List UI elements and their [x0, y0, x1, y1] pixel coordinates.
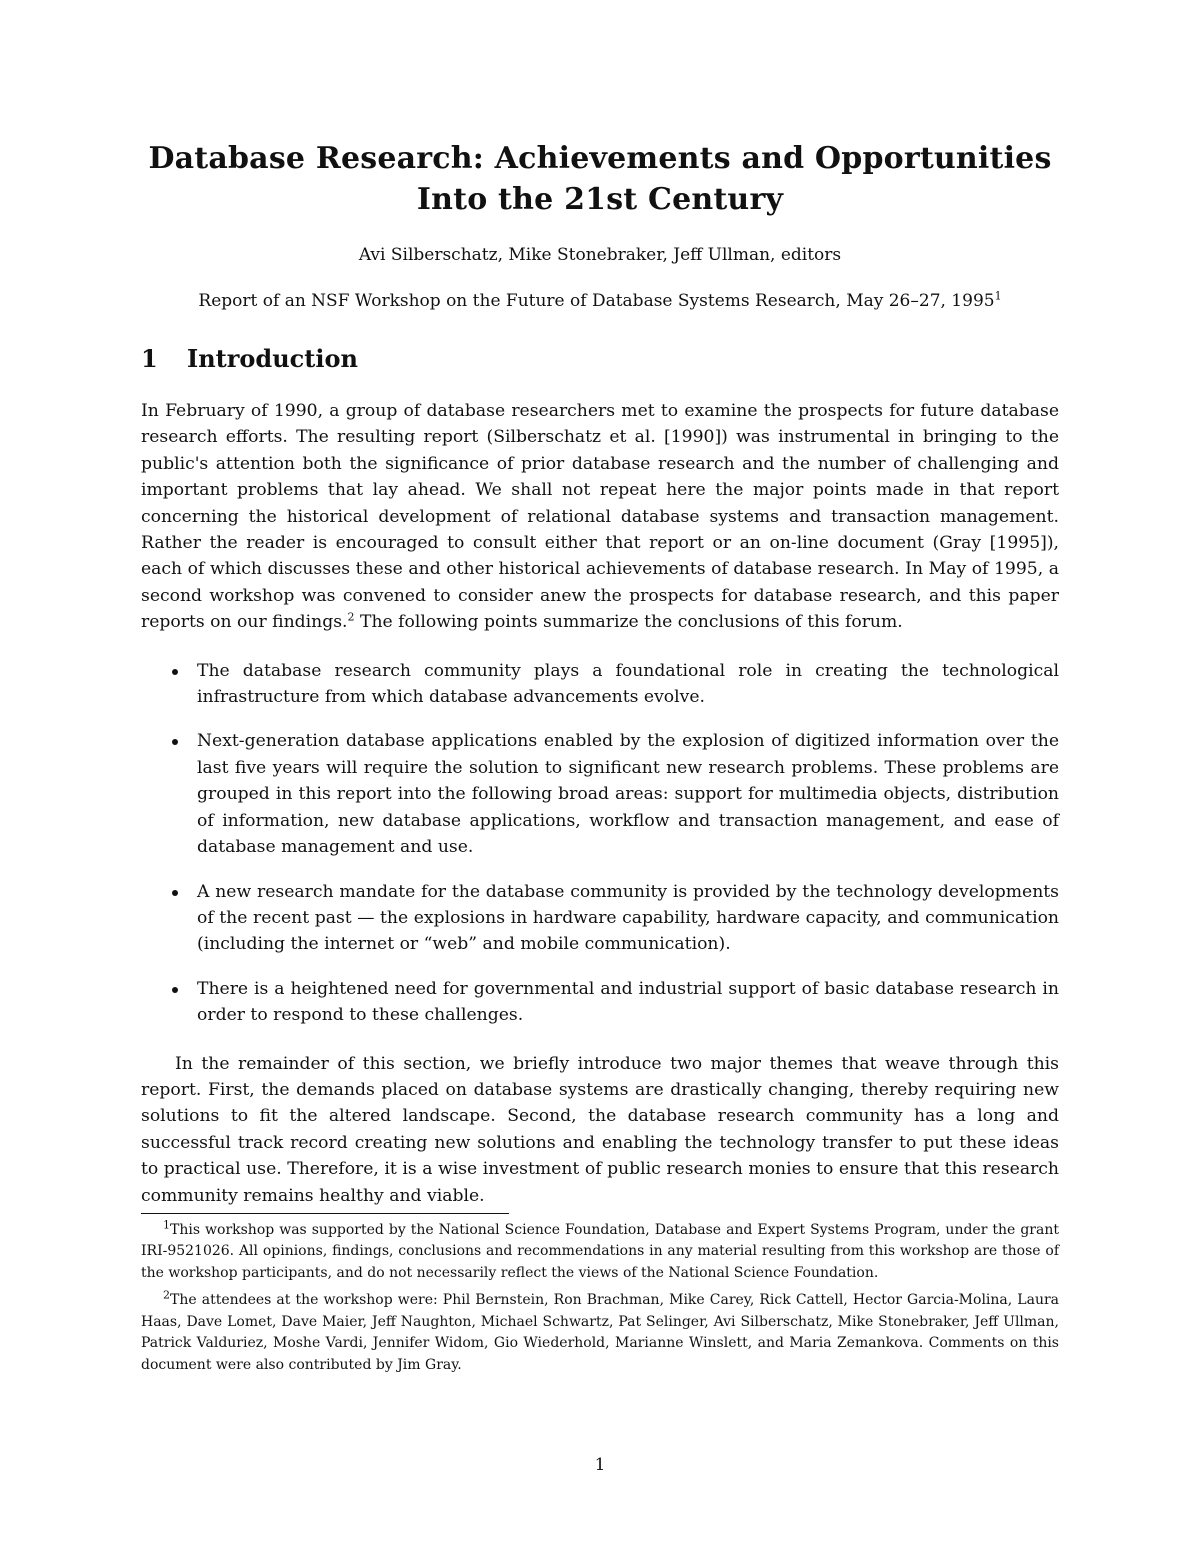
- list-item: [141, 728, 1059, 860]
- bullet-icon: [172, 987, 178, 993]
- bullet-icon: [172, 890, 178, 896]
- footnote-2: [141, 1290, 1059, 1376]
- intro-paragraph-text-end: The following points summarize the conclusions of this forum.: [354, 612, 903, 633]
- intro-paragraph: [141, 398, 1059, 636]
- footnote-2-text: The attendees at the workshop were: Phil Bernstein, Ron Brachman, Mike Carey, Rick Cattell, Hector Garcia-Molina, Laura Haas, Dave Lomet, Dave Maier, Jeff Naughton, Michael Schwartz, Pat Selinger, Avi Silberschatz, Mike Stonebraker, Jeff Ullman, Patrick Valduriez, Moshe Vardi, Jennifer Widom, Gio Wiederhold, Marianne Winslett, and Maria Zemankova. Comments on this document were also contributed by Jim Gray.: [141, 1292, 1059, 1373]
- footnotes: [141, 1220, 1059, 1377]
- list-item: [141, 976, 1059, 1029]
- list-item-text: Next-generation database applications enabled by the explosion of digitized information over the last five years will require the solution to significant new research problems. These problems are grouped in this report into the following broad areas: support for multimedia objects, distribution of information, new database applications, workflow and transaction management, and ease of database management and use.: [197, 731, 1059, 858]
- list-item-text: A new research mandate for the database community is provided by the technology developments of the recent past — the explosions in hardware capability, hardware capacity, and communication (including the internet or “web” and mobile communication).: [197, 881, 1059, 955]
- footnote-divider: [141, 1213, 509, 1214]
- conclusions-list: [141, 658, 1059, 1029]
- report-line: [141, 290, 1059, 312]
- list-item: [141, 879, 1059, 958]
- section-number: 1: [141, 344, 158, 373]
- report-text: Report of an NSF Workshop on the Future of Database Systems Research, May 26–27, 1995: [198, 291, 995, 311]
- author-line: Avi Silberschatz, Mike Stonebraker, Jeff Ullman, editors: [358, 245, 842, 265]
- intro-paragraph-text: In February of 1990, a group of database researchers met to examine the prospects for future database research efforts. The resulting report (Silberschatz et al. [1990]) was instrumental in bringing to the public's attention both the significance of prior database research and the number of challenging and important problems that lay ahead. We shall not repeat here the major points made in that report concerning the historical development of relational database systems and transaction management. Rather the reader is encouraged to consult either that report or an on-line document (Gray [1995]), each of which discusses these and other historical achievements of database research. In May of 1995, a second workshop was convened to consider anew the prospects for database research, and this paper reports on our findings.: [141, 401, 1059, 633]
- paper-title: [141, 138, 1059, 220]
- remainder-paragraph: In the remainder of this section, we briefly introduce two major themes that weave through this report. First, the demands placed on database systems are drastically changing, thereby requiring new solutions to fit the altered landscape. Second, the database research community has a long and successful track record creating new solutions and enabling the technology transfer to put these ideas to practical use. Therefore, it is a wise investment of public research monies to ensure that this research community remains healthy and viable.: [141, 1053, 1059, 1206]
- footnote-mark-2: 2: [163, 1288, 170, 1302]
- title-line-2: Into the 21st Century: [416, 182, 784, 217]
- footnote-1-text: This workshop was supported by the National Science Foundation, Database and Expert Systems Program, under the grant IRI-9521026. All opinions, findings, conclusions and recommendations in any material resulting from this workshop are those of the workshop participants, and do not necessarily reflect the views of the National Science Foundation.: [141, 1221, 1059, 1281]
- list-item: [141, 658, 1059, 711]
- footnote-mark-1: 1: [163, 1218, 170, 1232]
- footnote-ref-2: 2: [347, 610, 355, 624]
- bullet-icon: [172, 739, 178, 745]
- list-item-text: There is a heightened need for governmental and industrial support of basic database research in order to respond to these challenges.: [197, 978, 1059, 1026]
- footnote-ref-1: 1: [994, 289, 1002, 303]
- list-item-text: The database research community plays a foundational role in creating the technological infrastructure from which database advancements evolve.: [197, 660, 1059, 708]
- footnote-1: [141, 1220, 1059, 1285]
- section-title: Introduction: [187, 344, 358, 373]
- page-content: [141, 138, 1059, 1382]
- bullet-icon: [172, 669, 178, 675]
- title-line-1: Database Research: Achievements and Opportunities: [148, 141, 1052, 176]
- section-heading: [141, 344, 1059, 374]
- page-number: 1: [594, 1455, 606, 1475]
